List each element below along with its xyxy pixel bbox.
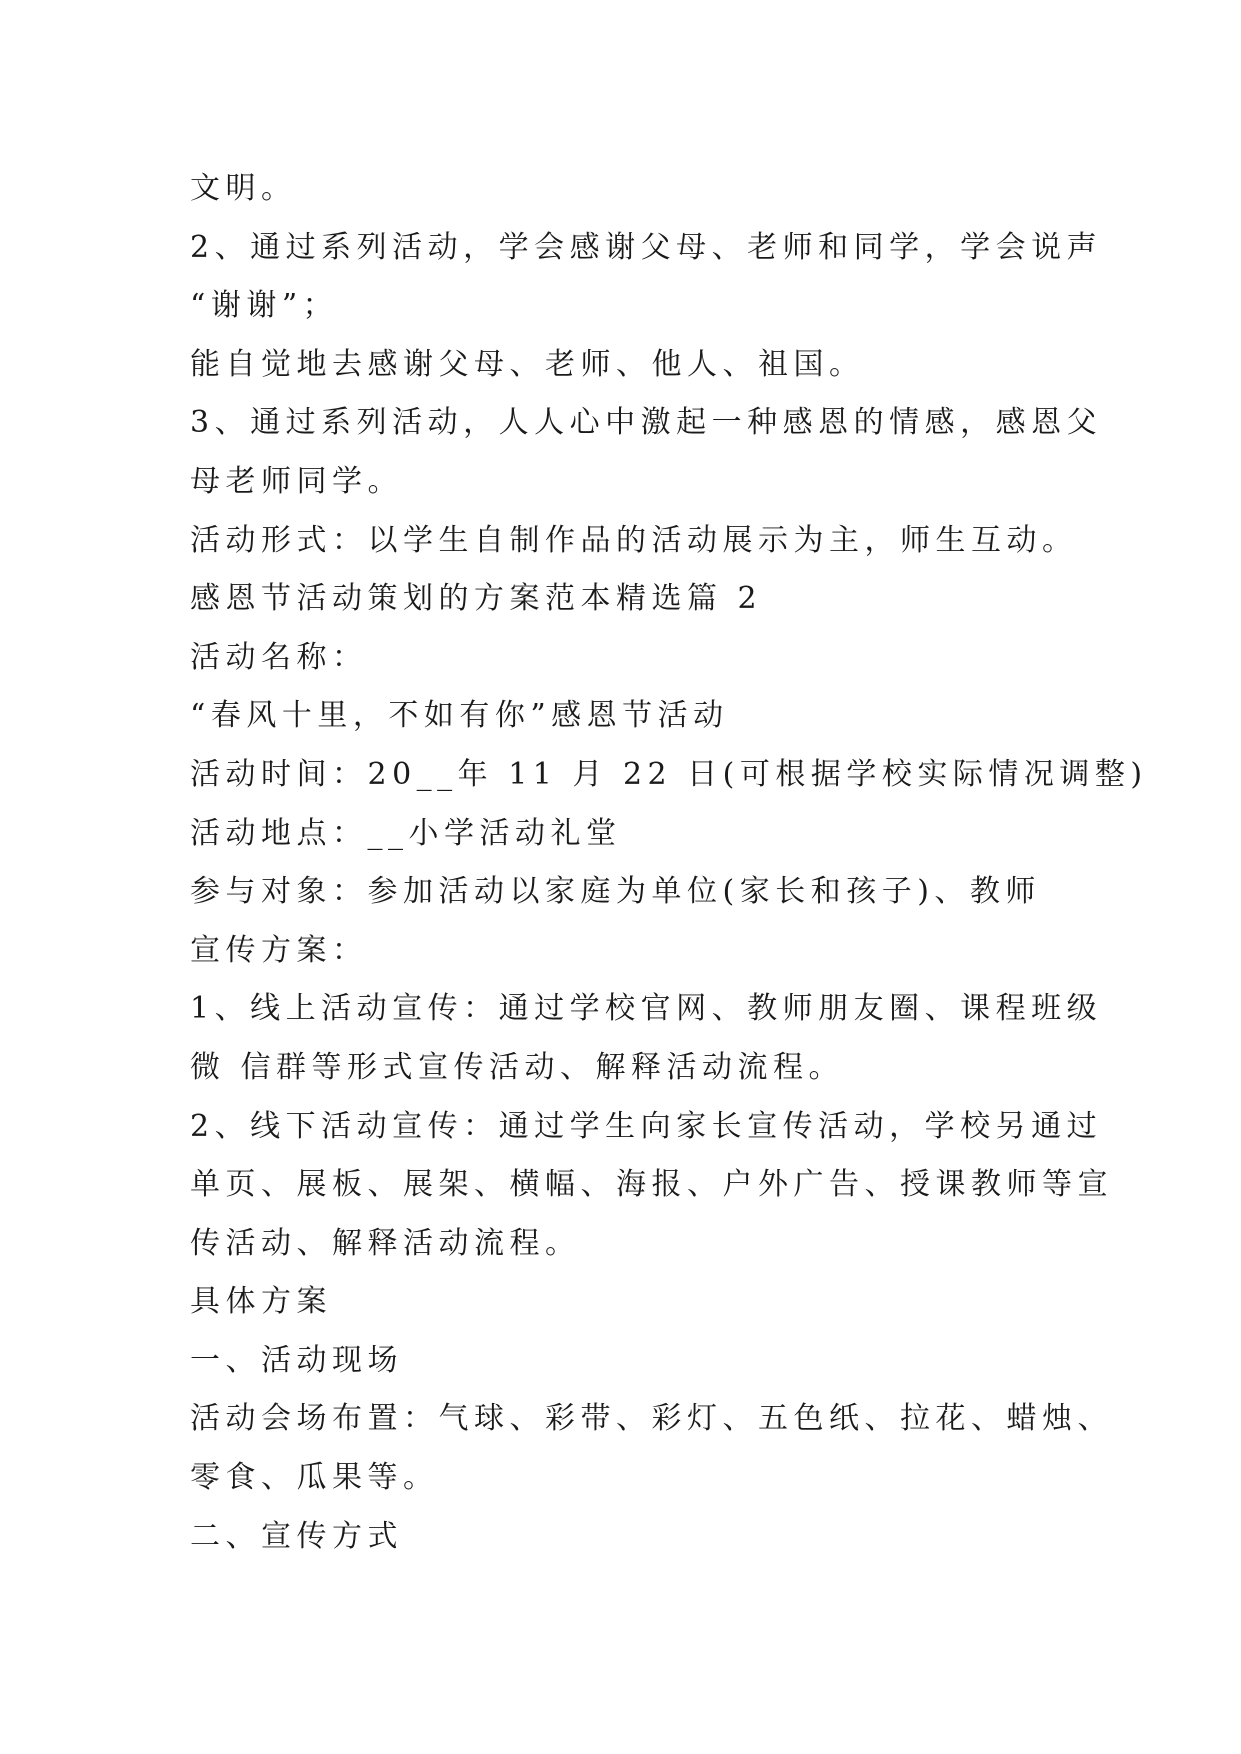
paragraph-line: 单页、展板、展架、横幅、海报、户外广告、授课教师等宣	[190, 1167, 1113, 1203]
document-body	[190, 160, 1148, 1566]
paragraph-line: “春风十里，不如有你”感恩节活动	[190, 698, 729, 734]
paragraph-line: 3、通过系列活动，人人心中激起一种感恩的情感，感恩父	[190, 405, 1103, 441]
paragraph-line: 传活动、解释活动流程。	[190, 1225, 581, 1261]
paragraph-line: 能自觉地去感谢父母、老师、他人、祖国。	[190, 346, 865, 382]
paragraph-line: 具体方案	[190, 1284, 332, 1320]
paragraph-line: 活动时间：20__年 11 月 22 日(可根据学校实际情况调整)	[190, 756, 1148, 792]
paragraph-line: 一、活动现场	[190, 1342, 403, 1378]
paragraph-line: 活动名称：	[190, 639, 368, 675]
paragraph-line: 1、线上活动宣传：通过学校官网、教师朋友圈、课程班级	[190, 991, 1103, 1027]
paragraph-line: 活动地点：__小学活动礼堂	[190, 815, 622, 851]
paragraph-line: 宣传方案：	[190, 932, 368, 968]
section-heading: 感恩节活动策划的方案范本精选篇 2	[190, 581, 763, 617]
paragraph-line: 2、线下活动宣传：通过学生向家长宣传活动，学校另通过	[190, 1108, 1103, 1144]
paragraph-line: 零食、瓜果等。	[190, 1460, 439, 1496]
paragraph-line: 活动会场布置：气球、彩带、彩灯、五色纸、拉花、蜡烛、	[190, 1401, 1113, 1437]
paragraph-line: 参与对象：参加活动以家庭为单位(家长和孩子)、教师	[190, 874, 1041, 910]
paragraph-line: 2、通过系列活动，学会感谢父母、老师和同学，学会说声	[190, 229, 1103, 265]
paragraph-line: 微 信群等形式宣传活动、解释活动流程。	[190, 1049, 845, 1085]
paragraph-line: 文明。	[190, 171, 297, 206]
paragraph-line: 母老师同学。	[190, 463, 403, 499]
paragraph-line: 二、宣传方式	[190, 1518, 403, 1554]
paragraph-line: “谢谢”；	[190, 288, 339, 324]
paragraph-line: 活动形式：以学生自制作品的活动展示为主，师生互动。	[190, 522, 1078, 558]
